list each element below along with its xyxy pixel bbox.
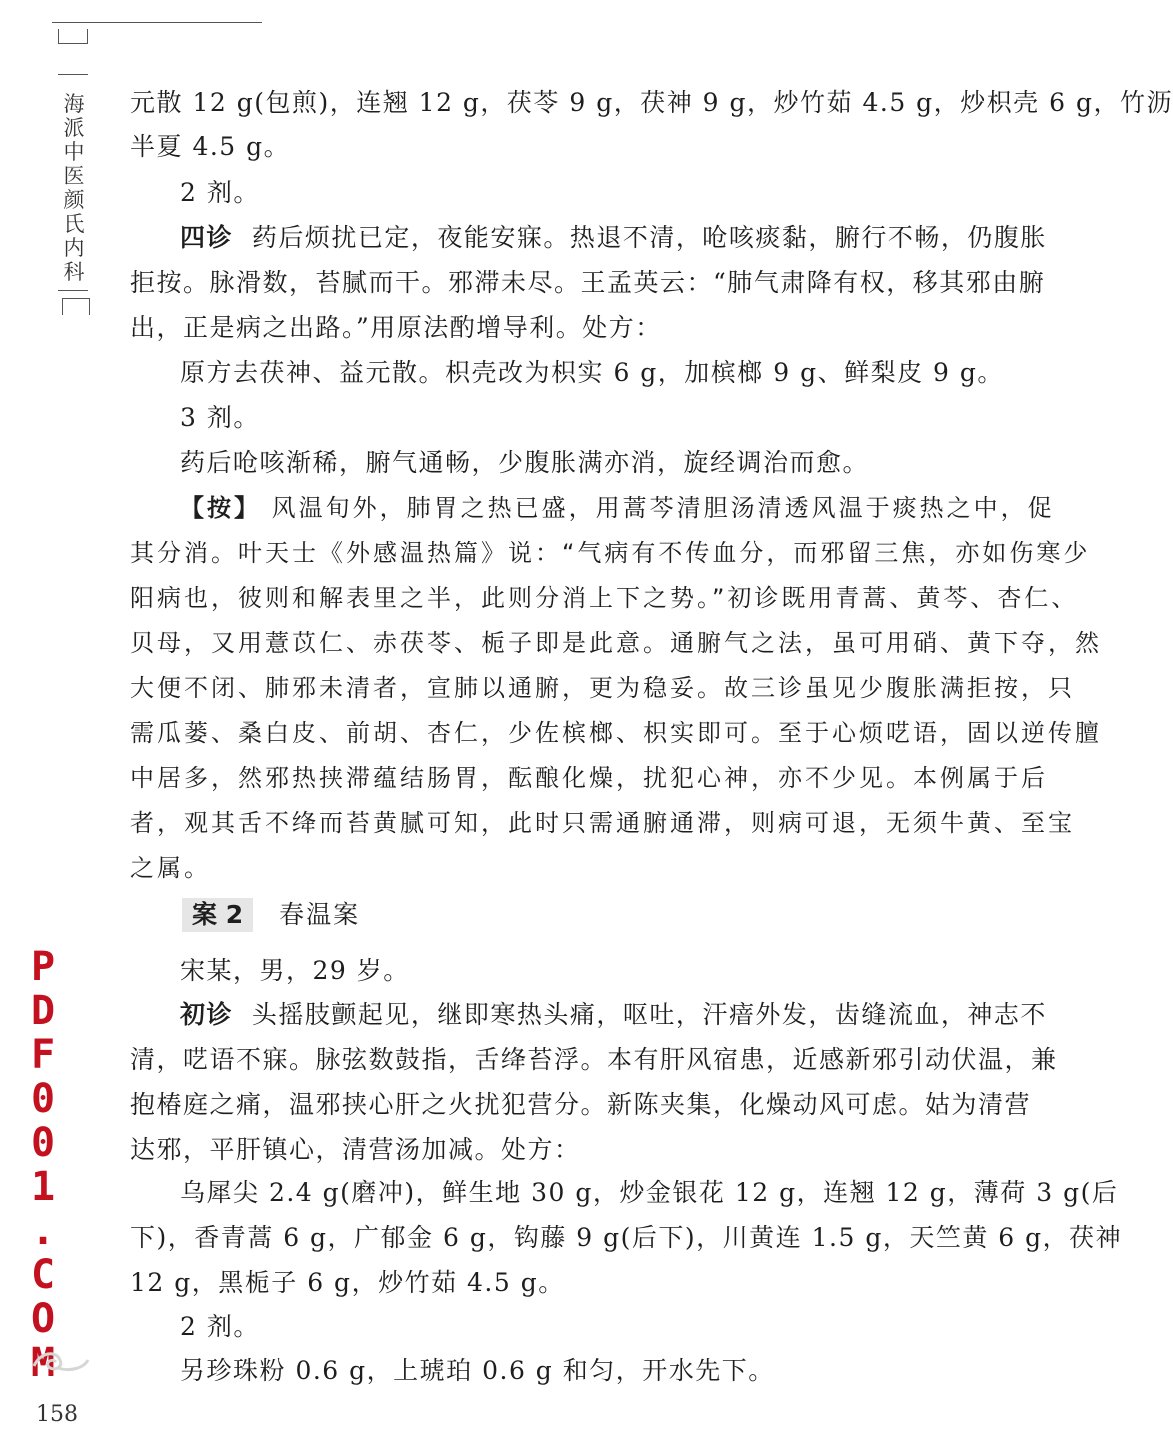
- body-line: 乌犀尖 2.4 g(磨冲)，鲜生地 30 g，炒金银花 12 g，连翘 12 g，薄荷 3 g(后: [180, 1178, 1119, 1207]
- running-head-char: 颜: [63, 188, 85, 212]
- body-line: [180, 223, 1047, 253]
- body-line: 者，观其舌不绛而苔黄腻可知，此时只需通腑通滞，则病可退，无须牛黄、至宝: [130, 809, 1075, 837]
- side-bracket: [62, 298, 90, 315]
- visit-label: 初诊: [180, 1000, 234, 1029]
- line-text: 头摇肢颤起见，继即寒热头痛，呕吐，汗瘖外发，齿缝流血，神志不: [251, 1000, 1047, 1029]
- body-line: 2 剂。: [180, 178, 260, 207]
- case-title: 春温案: [279, 900, 361, 929]
- line-text: 风温旬外，肺胃之热已盛，用蒿芩清胆汤清透风温于痰热之中，促: [271, 494, 1055, 522]
- watermark: [14, 944, 72, 1386]
- body-line: 12 g，黑栀子 6 g，炒竹茹 4.5 g。: [130, 1268, 565, 1297]
- running-head-char: 派: [63, 116, 85, 140]
- body-line: 大便不闭、肺邪未清者，宣肺以通腑，更为稳妥。故三诊虽见少腹胀满拒按，只: [130, 674, 1075, 702]
- watermark-char: .: [30, 1208, 56, 1254]
- body-line: 宋某，男，29 岁。: [180, 956, 410, 985]
- visit-label: 四诊: [180, 223, 234, 252]
- line-text: 药后烦扰已定，夜能安寐。热退不清，呛咳痰黏，腑行不畅，仍腹胀: [251, 223, 1047, 252]
- running-head-char: 医: [63, 164, 85, 188]
- running-head-char: 内: [63, 236, 85, 260]
- case-heading: [182, 898, 360, 932]
- body-line: 2 剂。: [180, 1312, 260, 1341]
- body-line: 阳病也，彼则和解表里之半，此则分消上下之势。”初诊既用青蒿、黄芩、杏仁、: [130, 584, 1079, 612]
- running-head-char: 海: [63, 92, 85, 116]
- running-head-char: 科: [63, 260, 85, 284]
- commentary-label: 【按】: [180, 494, 261, 522]
- body-line: 另珍珠粉 0.6 g，上琥珀 0.6 g 和匀，开水先下。: [180, 1356, 775, 1385]
- watermark-char: C: [30, 1252, 56, 1298]
- side-rule-bottom: [58, 290, 88, 291]
- running-head-char: 氏: [63, 212, 85, 236]
- watermark-char: D: [30, 988, 56, 1034]
- page-number: 158: [36, 1402, 78, 1427]
- body-line: 半夏 4.5 g。: [130, 132, 291, 161]
- running-head: [60, 92, 88, 284]
- body-line: 需瓜蒌、桑白皮、前胡、杏仁，少佐槟榔、枳实即可。至于心烦呓语，固以逆传膻: [130, 719, 1102, 747]
- watermark-char: F: [30, 1032, 56, 1078]
- body-line: 出，正是病之出路。”用原法酌增导利。处方：: [130, 313, 662, 342]
- body-line: 药后呛咳渐稀，腑气通畅，少腹胀满亦消，旋经调治而愈。: [180, 448, 870, 477]
- body-line: 中居多，然邪热挟滞蕴结肠胃，酝酿化燥，扰犯心神，亦不少见。本例属于后: [130, 764, 1048, 792]
- watermark-char: M: [30, 1340, 56, 1386]
- body-line: [180, 493, 1055, 523]
- body-line: 下)，香青蒿 6 g，广郁金 6 g，钩藤 9 g(后下)，川黄连 1.5 g，天竺黄 6 g，茯神: [130, 1223, 1123, 1252]
- watermark-char: P: [30, 944, 56, 990]
- watermark-char: 1: [30, 1164, 56, 1210]
- body-line: [180, 1000, 1047, 1030]
- watermark-char: O: [30, 1296, 56, 1342]
- body-line: 拒按。脉滑数，苔腻而干。邪滞未尽。王孟英云：“肺气肃降有权，移其邪由腑: [130, 268, 1046, 297]
- body-line: 原方去茯神、益元散。枳壳改为枳实 6 g，加槟榔 9 g、鲜梨皮 9 g。: [180, 358, 1004, 387]
- corner-mark: [52, 22, 262, 45]
- body-line: 达邪，平肝镇心，清营汤加减。处方：: [130, 1135, 581, 1164]
- running-head-char: 中: [63, 140, 85, 164]
- body-line: 元散 12 g(包煎)，连翘 12 g，茯苓 9 g，茯神 9 g，炒竹茹 4.5 g，炒枳壳 6 g，竹沥: [130, 88, 1173, 117]
- body-line: 贝母，又用薏苡仁、赤茯苓、栀子即是此意。通腑气之法，虽可用硝、黄下夺，然: [130, 629, 1102, 657]
- cloud-ornament-icon: [30, 1338, 92, 1378]
- watermark-char: 0: [30, 1120, 56, 1166]
- corner-box: [58, 29, 88, 44]
- watermark-char: 0: [30, 1076, 56, 1122]
- side-rule-top: [58, 74, 88, 75]
- case-number: 案 2: [182, 898, 253, 932]
- body-line: 其分消。叶天士《外感温热篇》说：“气病有不传血分，而邪留三焦，亦如伤寒少: [130, 539, 1091, 567]
- body-line: 抱椿庭之痛，温邪挟心肝之火扰犯营分。新陈夹集，化燥动风可虑。姑为清营: [130, 1090, 1032, 1119]
- body-line: 3 剂。: [180, 403, 260, 432]
- body-line: 清，呓语不寐。脉弦数鼓指，舌绛苔浮。本有肝风宿患，近感新邪引动伏温，兼: [130, 1045, 1058, 1074]
- body-line: 之属。: [130, 854, 211, 882]
